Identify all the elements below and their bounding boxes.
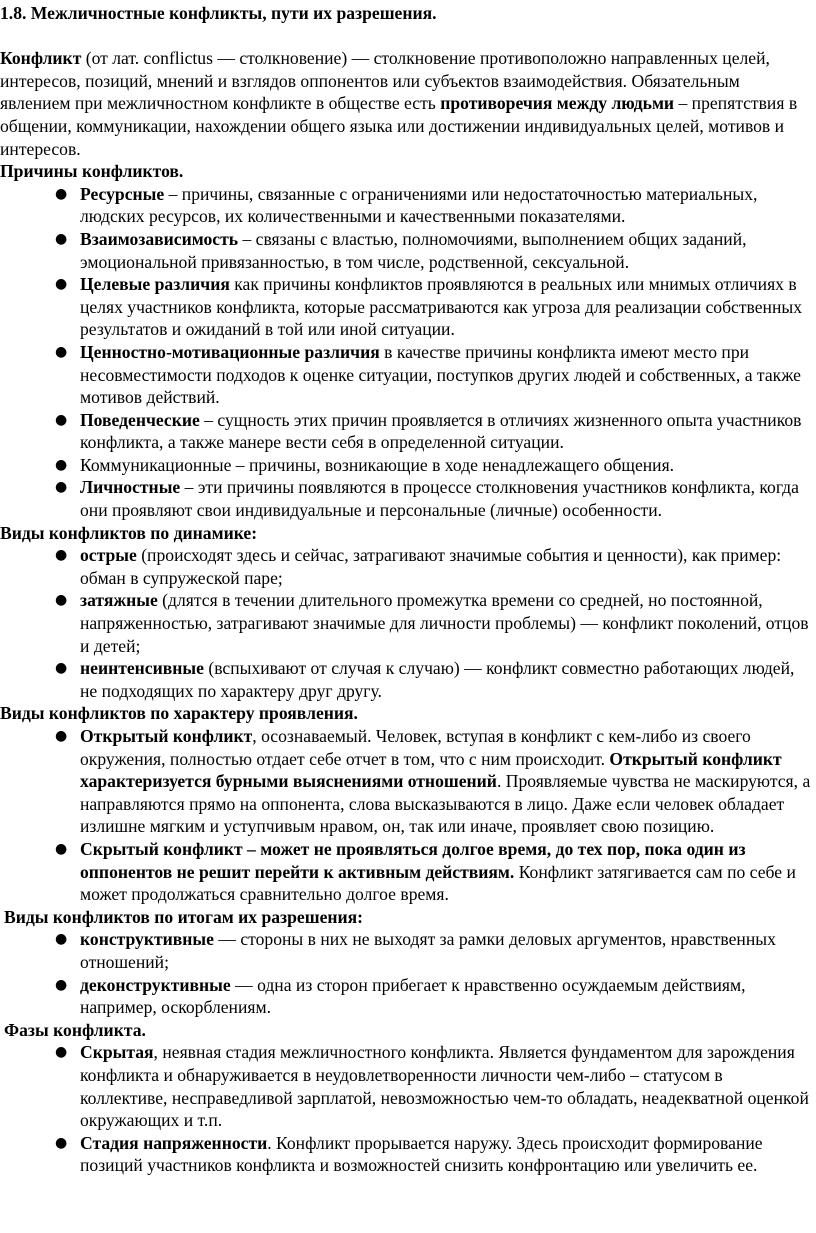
causes-list bbox=[0, 183, 812, 522]
item-bold: Личностные bbox=[80, 477, 181, 498]
item-bold: Скрытый конфликт – может не проявляться долгое время, до тех пор, пока один из оппонентов не решит перейти к активным действиям. bbox=[80, 838, 746, 882]
bullet-icon: ● bbox=[55, 976, 68, 993]
item-bold: Ресурсные bbox=[80, 183, 165, 204]
intro-text-1: (от лат. conflictus — столкновение) — столкновение противоположно направленных целей, интересов, позиций, мнений и взглядов оппонентов или субъектов взаимодействия. Обязательным явлением при межличностном конфликте в обществе есть bbox=[0, 48, 770, 114]
bullet-icon: ● bbox=[55, 931, 68, 948]
list-item bbox=[55, 838, 812, 906]
list-item bbox=[55, 1041, 812, 1131]
list-item bbox=[55, 725, 812, 838]
bullet-icon: ● bbox=[55, 660, 68, 677]
item-text: Коммуникационные – причины, возникающие в ходе ненадлежащего общения. bbox=[80, 454, 675, 475]
list-item bbox=[55, 183, 812, 228]
character-list bbox=[0, 725, 812, 906]
bullet-icon: ● bbox=[55, 343, 68, 360]
bullet-icon: ● bbox=[55, 547, 68, 564]
list-item bbox=[55, 228, 812, 273]
bullet-icon: ● bbox=[55, 840, 68, 857]
item-text: (происходят здесь и сейчас, затрагивают значимые события и ценности), как пример: обман в супружеской паре; bbox=[80, 545, 782, 588]
item-text: — одна из сторон прибегает к нравственно осуждаемым действиям, например, оскорблениям. bbox=[80, 974, 746, 1018]
item-text: , осознаваемый. Человек, вступая в конфликт с кем-либо из своего окружения, полностью отдает себе отчет в том, что с ним происходит. bbox=[80, 726, 751, 769]
bullet-icon: ● bbox=[55, 230, 68, 247]
intro-text-2: – препятствия в общении, коммуникации, нахождении общего языка или достижении индивидуальных целей, мотивов и интересов. bbox=[0, 93, 798, 159]
item-text: – связаны с властью, полномочиями, выполнением общих заданий, эмоциональной привязанностью, в том числе, родственной, сексуальной. bbox=[80, 228, 747, 272]
term-conflict: Конфликт bbox=[0, 48, 82, 69]
bullet-icon: ● bbox=[55, 1134, 68, 1151]
item-text: Конфликт затягивается сам по себе и может продолжаться сравнительно долгое время. bbox=[80, 861, 796, 905]
bullet-icon: ● bbox=[55, 276, 68, 293]
item-text: . Конфликт прорывается наружу. Здесь происходит формирование позиций участников конфликта и возможностей снизить конфронтацию или увеличить ее. bbox=[80, 1132, 763, 1176]
item-bold: Открытый конфликт bbox=[80, 726, 253, 746]
causes-heading: Причины конфликтов. bbox=[0, 161, 184, 182]
phases-heading: Фазы конфликта. bbox=[4, 1019, 146, 1040]
item-bold: деконструктивные bbox=[80, 974, 231, 995]
list-item bbox=[55, 1132, 812, 1177]
bullet-icon: ● bbox=[55, 411, 68, 428]
item-bold: Стадия напряженности bbox=[80, 1132, 268, 1153]
dynamics-heading: Виды конфликтов по динамике: bbox=[0, 522, 258, 543]
item-bold: Взаимозависимость bbox=[80, 228, 239, 249]
document-page bbox=[0, 2, 812, 1177]
item-text: — стороны в них не выходят за рамки деловых аргументов, нравственных отношений; bbox=[80, 929, 776, 972]
item-text: – причины, связанные с ограничениями или недостаточностью материальных, людских ресурсов, их количественными и качественными показателями. bbox=[80, 183, 758, 227]
item-text: – эти причины появляются в процессе столкновения участников конфликта, когда они проявляют свои индивидуальные и персональные (личные) особенности. bbox=[80, 477, 799, 521]
list-item bbox=[55, 409, 812, 454]
item-text: , неявная стадия межличностного конфликта. Является фундаментом для зарождения конфликта и обнаруживается в неудовлетворенности личности чем-либо – статусом в коллективе, несправедливой зарплатой, невозможностью чем-то обладать, неадекватной оценкой окружающих и т.п. bbox=[80, 1042, 809, 1131]
item-text: (вспыхивают от случая к случаю) — конфликт совместно работающих людей, не подходящих по характеру друг другу. bbox=[80, 658, 795, 701]
bullet-icon: ● bbox=[55, 185, 68, 202]
item-text: (длятся в течении длительного промежутка времени со средней, но постоянной, напряженностью, затрагивают значимые для личности проблемы) — конфликт поколений, отцов и детей; bbox=[80, 590, 809, 656]
bullet-icon: ● bbox=[55, 728, 68, 744]
list-item bbox=[55, 476, 812, 521]
item-bold: затяжные bbox=[80, 590, 158, 611]
item-bold: Ценностно-мотивационные различия bbox=[80, 341, 380, 362]
list-item bbox=[55, 974, 812, 1019]
page-title: 1.8. Межличностные конфликты, пути их разрешения. bbox=[0, 3, 437, 23]
list-item bbox=[55, 273, 812, 341]
item-bold: неинтенсивные bbox=[80, 658, 204, 679]
blank-line bbox=[0, 25, 812, 48]
item-bold: Скрытая bbox=[80, 1042, 154, 1063]
item-text: как причины конфликтов проявляются в реальных или мнимых отличиях в целях участников конфликта, которые рассматриваются как угроза для реализации собственных результатов и ожиданий в той или иной ситуации. bbox=[80, 274, 803, 340]
dynamics-list bbox=[0, 544, 812, 702]
item-text: . Проявляемые чувства не маскируются, а направляются прямо на оппонента, слова высказываются в лицо. Даже если человек обладает излишне мягким и уступчивым нравом, он, так или иначе, проявляет свою позицию. bbox=[80, 771, 811, 837]
bullet-icon: ● bbox=[55, 1044, 68, 1061]
list-item bbox=[55, 589, 812, 657]
item-bold: конструктивные bbox=[80, 929, 214, 950]
list-item bbox=[55, 928, 812, 973]
bullet-icon: ● bbox=[55, 479, 68, 496]
list-item bbox=[55, 454, 812, 477]
list-item bbox=[55, 657, 812, 702]
character-heading: Виды конфликтов по характеру проявления. bbox=[0, 703, 358, 724]
list-item bbox=[55, 544, 812, 589]
item-bold: острые bbox=[80, 545, 137, 566]
intro-paragraph bbox=[0, 47, 812, 160]
bullet-icon: ● bbox=[55, 592, 68, 609]
item-text: – сущность этих причин проявляется в отличиях жизненного опыта участников конфликта, а также манере вести себя в определенной ситуации. bbox=[80, 409, 802, 453]
item-bold: Целевые различия bbox=[80, 274, 230, 295]
results-heading: Виды конфликтов по итогам их разрешения: bbox=[4, 906, 364, 927]
item-bold: Открытый конфликт характеризуется бурными выяснениями отношений bbox=[80, 748, 782, 792]
intro-bold-contradictions: противоречия между людьми bbox=[440, 93, 675, 114]
item-bold: Поведенческие bbox=[80, 409, 200, 430]
bullet-icon: ● bbox=[55, 456, 68, 473]
phases-list bbox=[0, 1041, 812, 1177]
list-item bbox=[55, 341, 812, 409]
results-list bbox=[0, 928, 812, 1018]
item-text: в качестве причины конфликта имеют место при несовместимости подходов к оценке ситуации, поступков других людей и собственных, а также мотивов действий. bbox=[80, 341, 801, 408]
